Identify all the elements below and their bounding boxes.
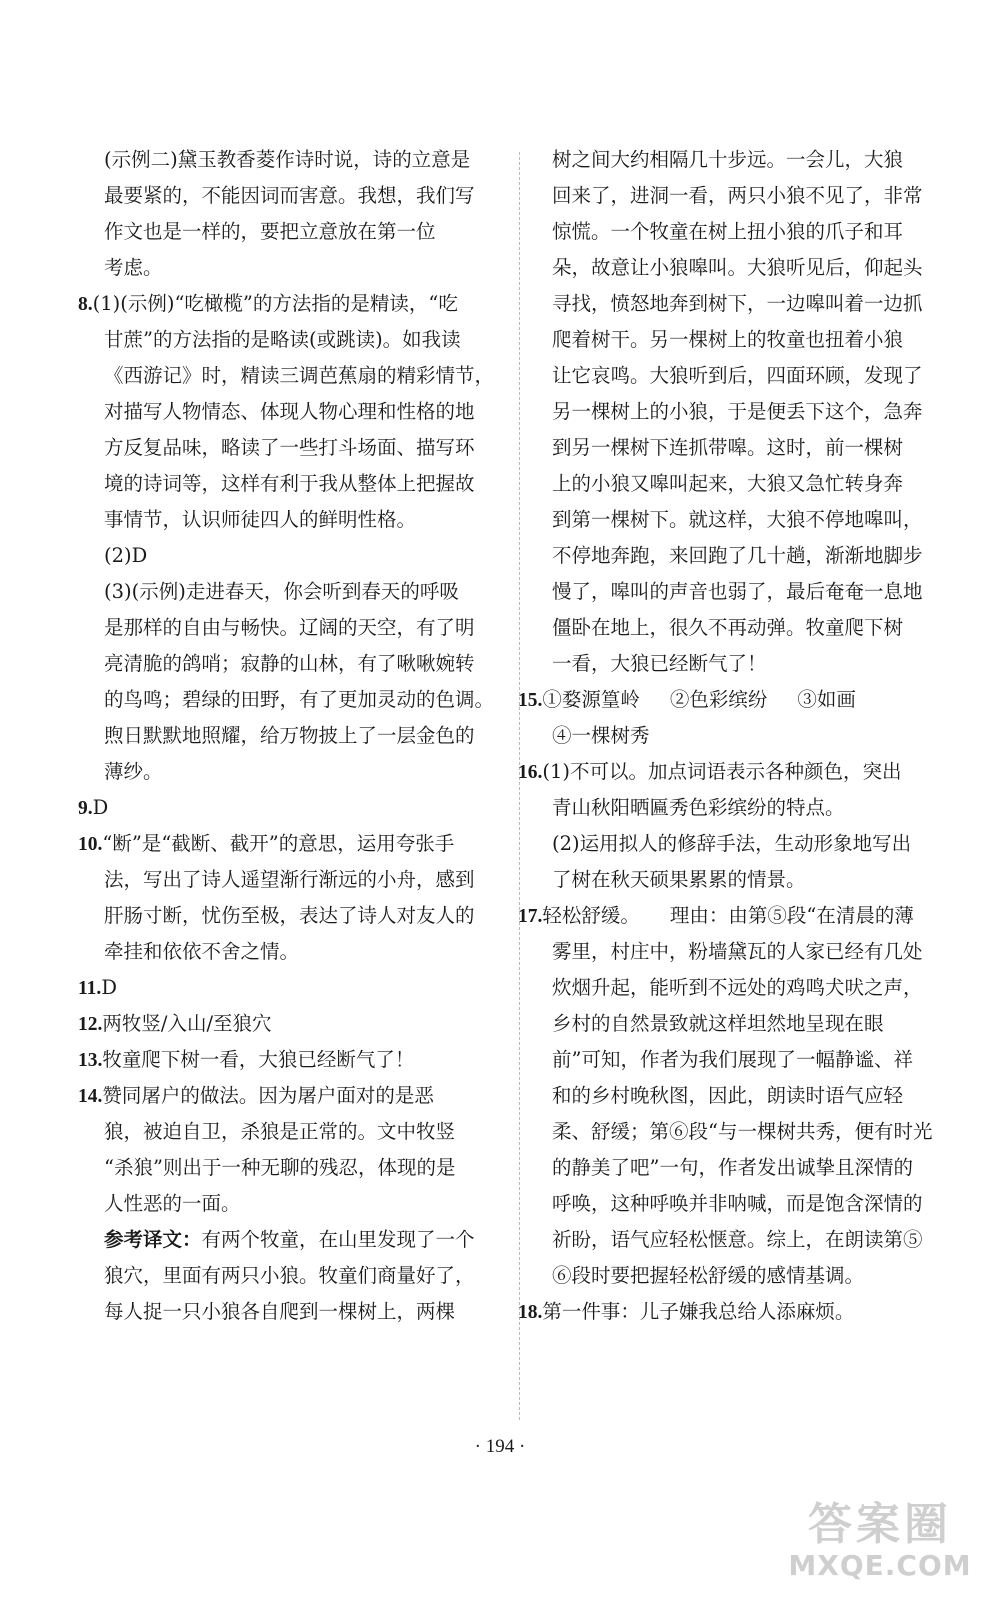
answer-line: (2)运用拟人的修辞手法，生动形象地写出 <box>552 832 912 855</box>
translation-line: 惊慌。一个牧童在树上扭小狼的爪子和耳 <box>552 220 904 243</box>
answer-line: 事情节，认识师徒四人的鲜明性格。 <box>104 508 417 531</box>
answer-line: 法，写出了诗人遥望渐行渐远的小舟，感到 <box>104 868 475 891</box>
answer-line: 青山秋阳晒匾秀色彩缤纷的特点。 <box>552 796 845 819</box>
translation-line: 树之间大约相隔几十步远。一会儿，大狼 <box>552 148 904 171</box>
answer-line: 乡村的自然景致就这样坦然地呈现在眼 <box>552 1012 884 1035</box>
answer-line: 理由：由第⑤段“在清晨的薄 <box>669 904 914 927</box>
translation-line: 朵，故意让小狼嗥叫。大狼听见后，仰起头 <box>552 256 923 279</box>
answer-line: 的鸟鸣；碧绿的田野，有了更加灵动的色调。 <box>104 688 495 711</box>
question-number: 11. <box>78 978 102 999</box>
question-14 <box>78 1078 504 1330</box>
translation-line: 寻找，愤怒地奔到树下，一边嗥叫着一边抓 <box>552 292 923 315</box>
answer-line: 炊烟升起，能听到不远处的鸡鸣犬吠之声， <box>552 976 923 999</box>
question-13 <box>78 1042 504 1078</box>
watermark-logo-text: 答案圈 <box>808 1499 952 1550</box>
answer-line: “杀狼”则出于一种无聊的残忍，体现的是 <box>104 1156 456 1179</box>
intro-line: (示例二)黛玉教香菱作诗时说，诗的立意是 <box>104 148 471 171</box>
answer-line: 雾里，村庄中，粉墙黛瓦的人家已经有几处 <box>552 940 923 963</box>
translation-line: 狼穴，里面有两只小狼。牧童们商量好了， <box>104 1264 475 1287</box>
answer-line: 《西游记》时，精读三调芭蕉扇的精彩情节， <box>104 364 495 387</box>
question-number: 9. <box>78 798 93 819</box>
answer-line: 柔、舒缓；第⑥段“与一棵树共秀，便有时光 <box>552 1120 933 1143</box>
question-17 <box>518 898 950 1294</box>
intro-line: 最要紧的，不能因词而害意。我想，我们写 <box>104 184 475 207</box>
question-16 <box>518 754 950 898</box>
translation-line: 慢了，嗥叫的声音也弱了，最后奄奄一息地 <box>552 580 923 603</box>
translation-line: 到第一棵树下。就这样，大狼不停地嗥叫， <box>552 508 923 531</box>
answer-line: 是那样的自由与畅快。辽阔的天空，有了明 <box>104 616 475 639</box>
question-number: 10. <box>78 834 103 855</box>
answer-line: 狼，被迫自卫，杀狼是正常的。文中牧竖 <box>104 1120 456 1143</box>
answer-line: 和的乡村晚秋图，因此，朗读时语气应轻 <box>552 1084 904 1107</box>
translation-continued <box>538 142 950 682</box>
translation-line: 上的小狼又嗥叫起来，大狼又急忙转身奔 <box>552 472 904 495</box>
translation-line: 一看，大狼已经断气了！ <box>552 652 767 675</box>
question-number: 17. <box>518 906 543 927</box>
question-12 <box>78 1006 504 1042</box>
translation-line: 每人捉一只小狼各自爬到一棵树上，两棵 <box>104 1300 456 1323</box>
answer-line: 牵挂和依依不舍之情。 <box>104 940 300 963</box>
answer-line: 甘蔗”的方法指的是略读(或跳读)。如我读 <box>104 328 461 351</box>
answer-line: 牧童爬下树一看，大狼已经断气了！ <box>102 1048 415 1071</box>
translation-line: 有两个牧童，在山里发现了一个 <box>201 1228 475 1251</box>
translation-line: 爬着树干。另一棵树上的牧童也扭着小狼 <box>552 328 904 351</box>
translation-line: 回来了，进洞一看，两只小狼不见了，非常 <box>552 184 923 207</box>
question-18 <box>518 1294 950 1330</box>
answer-line: 薄纱。 <box>104 760 163 783</box>
answer-line: 两牧竖/入山/至狼穴 <box>102 1012 272 1035</box>
answer-line: 了树在秋天硕果累累的情景。 <box>552 868 806 891</box>
translation-line: 让它哀鸣。大狼听到后，四面环顾，发现了 <box>552 364 923 387</box>
answer-line: (2)D <box>104 544 148 567</box>
site-watermark <box>780 1500 980 1586</box>
answer-line: D <box>92 796 109 819</box>
translation-line: 另一棵树上的小狼，于是便丢下这个，急奔 <box>552 400 923 423</box>
question-number: 14. <box>78 1086 103 1107</box>
translation-line: 僵卧在地上，很久不再动弹。牧童爬下树 <box>552 616 904 639</box>
answer-line: 轻松舒缓。 <box>542 904 640 927</box>
translation-line: 到另一棵树下连抓带嗥。这时，前一棵树 <box>552 436 904 459</box>
answer-line: (1)(示例)“吃橄榄”的方法指的是精读，“吃 <box>92 292 458 315</box>
intro-line: 考虑。 <box>104 256 163 279</box>
answer-line: 祈盼，语气应轻松惬意。综上，在朗读第⑤ <box>552 1228 923 1251</box>
answer-line: “断”是“截断、截开”的意思，运用夸张手 <box>102 832 455 855</box>
answer-line: 人性恶的一面。 <box>104 1192 241 1215</box>
page-number: · 194 · <box>474 1436 526 1457</box>
question-number: 18. <box>518 1302 543 1323</box>
answer-line: ⑥段时要把握轻松舒缓的感情基调。 <box>552 1264 865 1287</box>
left-column <box>78 142 504 1330</box>
watermark-domain: MXQE.COM <box>788 1549 972 1582</box>
question-number: 12. <box>78 1014 103 1035</box>
answer-line: 第一件事：儿子嫌我总给人添麻烦。 <box>542 1300 855 1323</box>
answer-line: 对描写人物情态、体现人物心理和性格的地 <box>104 400 475 423</box>
question-10 <box>78 826 504 970</box>
translation-line: 不停地奔跑，来回跑了几十趟，渐渐地脚步 <box>552 544 923 567</box>
question-8 <box>78 286 504 790</box>
intro-line: 作文也是一样的，要把立意放在第一位 <box>104 220 436 243</box>
answer-line: (1)不可以。加点词语表示各种颜色，突出 <box>542 760 902 783</box>
question-number: 15. <box>518 690 543 711</box>
answer-line: 煦日默默地照耀，给万物披上了一层金色的 <box>104 724 475 747</box>
answer-line: 呼唤，这种呼唤并非呐喊，而是饱含深情的 <box>552 1192 923 1215</box>
question-9 <box>78 790 504 826</box>
question-number: 8. <box>78 294 93 315</box>
answer-line: 亮清脆的鸽哨；寂静的山林，有了啾啾婉转 <box>104 652 475 675</box>
reference-translation-label: 参考译文： <box>104 1228 202 1251</box>
question-number: 16. <box>518 762 543 783</box>
answer-line: D <box>101 976 117 999</box>
answer-item: ②色彩缤纷 <box>669 688 768 711</box>
answer-line: 境的诗词等，这样有利于我从整体上把握故 <box>104 472 475 495</box>
answer-line: 方反复品味，略读了一些打斗场面、描写环 <box>104 436 475 459</box>
answer-line: 赞同屠户的做法。因为屠户面对的是恶 <box>102 1084 434 1107</box>
right-column <box>518 142 950 1330</box>
answer-line: 的静美了吧”一句，作者发出诚挚且深情的 <box>552 1156 913 1179</box>
answer-line: 前”可知，作者为我们展现了一幅静谧、祥 <box>552 1048 913 1071</box>
answer-item: ①婺源篁岭 <box>542 688 640 711</box>
answer-line: (3)(示例)走进春天，你会听到春天的呼吸 <box>104 580 459 603</box>
question-15 <box>518 682 950 754</box>
answer-line: ④一棵树秀 <box>552 724 650 747</box>
question-11 <box>78 970 504 1006</box>
answer-line: 肝肠寸断，忧伤至极，表达了诗人对友人的 <box>104 904 475 927</box>
answer-item: ③如画 <box>797 688 856 711</box>
question-number: 13. <box>78 1050 103 1071</box>
